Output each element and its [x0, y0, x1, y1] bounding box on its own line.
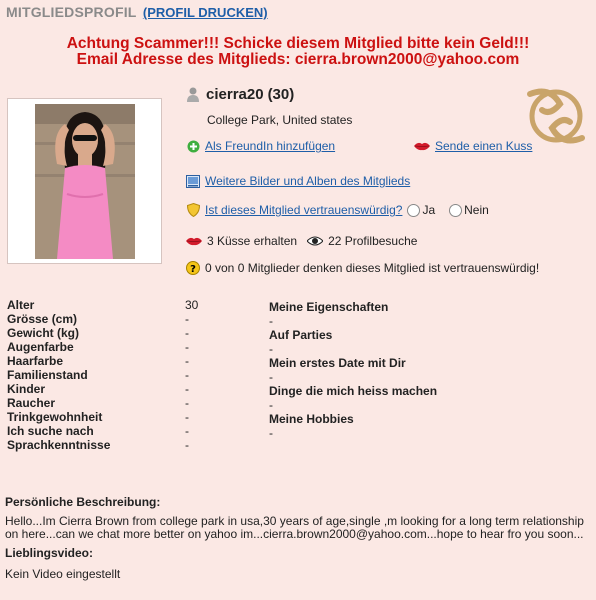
attribute-row: Haarfarbe - [7, 354, 189, 368]
lips-icon [414, 139, 430, 153]
attribute-row: Kinder - [7, 382, 189, 396]
eye-icon [307, 234, 323, 248]
kisses-count: 3 Küsse erhalten [207, 234, 298, 248]
property-item: Mein erstes Date mit Dir - [269, 356, 406, 384]
user-icon [186, 88, 200, 102]
trust-no-label: Nein [464, 203, 489, 217]
attribute-row: Grösse (cm) - [7, 312, 189, 326]
scam-warning-line1: Achtung Scammer!!! Schicke diesem Mitglied bitte kein Geld!!! [66, 35, 530, 52]
scam-warning-line2: Email Adresse des Mitglieds: cierra.brown2000@yahoo.com [76, 51, 520, 68]
stats-row [186, 234, 417, 248]
trust-yes-radio[interactable] [407, 204, 420, 217]
attributes-table [7, 298, 245, 452]
trust-stat-row [186, 261, 539, 275]
shield-icon [186, 203, 200, 217]
lips-icon [186, 234, 202, 248]
scam-warning [0, 36, 596, 68]
attribute-row: Raucher - [7, 396, 189, 410]
personal-description [5, 496, 593, 581]
profile-location: College Park, United states [207, 113, 353, 127]
property-item: Meine Eigenschaften - [269, 300, 389, 328]
page-title: MITGLIEDSPROFIL [6, 4, 137, 20]
profile-photo-frame [7, 98, 162, 264]
property-item: Auf Parties - [269, 328, 333, 356]
send-kiss-row [414, 139, 532, 153]
profile-photo[interactable] [35, 104, 135, 259]
trust-yes-label: Ja [422, 203, 436, 217]
send-kiss-link[interactable]: Sende einen Kuss [435, 139, 533, 153]
property-item: Dinge die mich heiss machen - [269, 384, 438, 412]
trust-question-row [186, 203, 489, 217]
add-friend-icon [186, 139, 200, 153]
property-item: Meine Hobbies - [269, 412, 354, 440]
description-text: Hello...Im Cierra Brown from college park in usa,30 years of age,single ,m looking for a long term relationship on here...can we chat more better on yahoo im...cierra.brown2000@yahoo.com...hope to hear fro you soon... [5, 514, 584, 541]
attribute-row: Sprachkenntnisse - [7, 438, 189, 452]
attribute-row: Ich suche nach - [7, 424, 189, 438]
attribute-row: Augenfarbe - [7, 340, 189, 354]
add-friend-link[interactable]: Als FreundIn hinzufügen [205, 139, 336, 153]
views-count: 22 Profilbesuche [328, 234, 418, 248]
trust-stat-text: 0 von 0 Mitglieder denken dieses Mitglied ist vertrauenswürdig! [205, 261, 540, 275]
attribute-row: Alter 30 [7, 298, 199, 312]
print-profile-link[interactable]: (PROFIL DRUCKEN) [142, 5, 268, 20]
question-icon [186, 261, 200, 275]
trust-question-link[interactable]: Ist dieses Mitglied vertrauenswürdig? [205, 203, 403, 217]
description-heading: Persönliche Beschreibung: [5, 495, 161, 509]
pisces-zodiac-icon [520, 80, 592, 152]
profile-username: cierra20 [206, 86, 264, 103]
username-row [186, 86, 294, 103]
trust-no-radio[interactable] [449, 204, 462, 217]
properties-list [269, 300, 437, 440]
attribute-row: Trinkgewohnheit - [7, 410, 189, 424]
video-heading: Lieblingsvideo: [5, 546, 94, 560]
profile-age: (30) [267, 86, 295, 103]
more-photos-row [186, 174, 410, 188]
attribute-row: Familienstand - [7, 368, 189, 382]
video-text: Kein Video eingestellt [5, 567, 121, 581]
attribute-row: Gewicht (kg) - [7, 326, 189, 340]
add-friend-row [186, 139, 335, 153]
more-photos-link[interactable]: Weitere Bilder und Alben des Mitglieds [205, 174, 411, 188]
svg-text:?: ? [190, 264, 196, 275]
page-header [6, 4, 268, 20]
photo-album-icon [186, 174, 200, 188]
